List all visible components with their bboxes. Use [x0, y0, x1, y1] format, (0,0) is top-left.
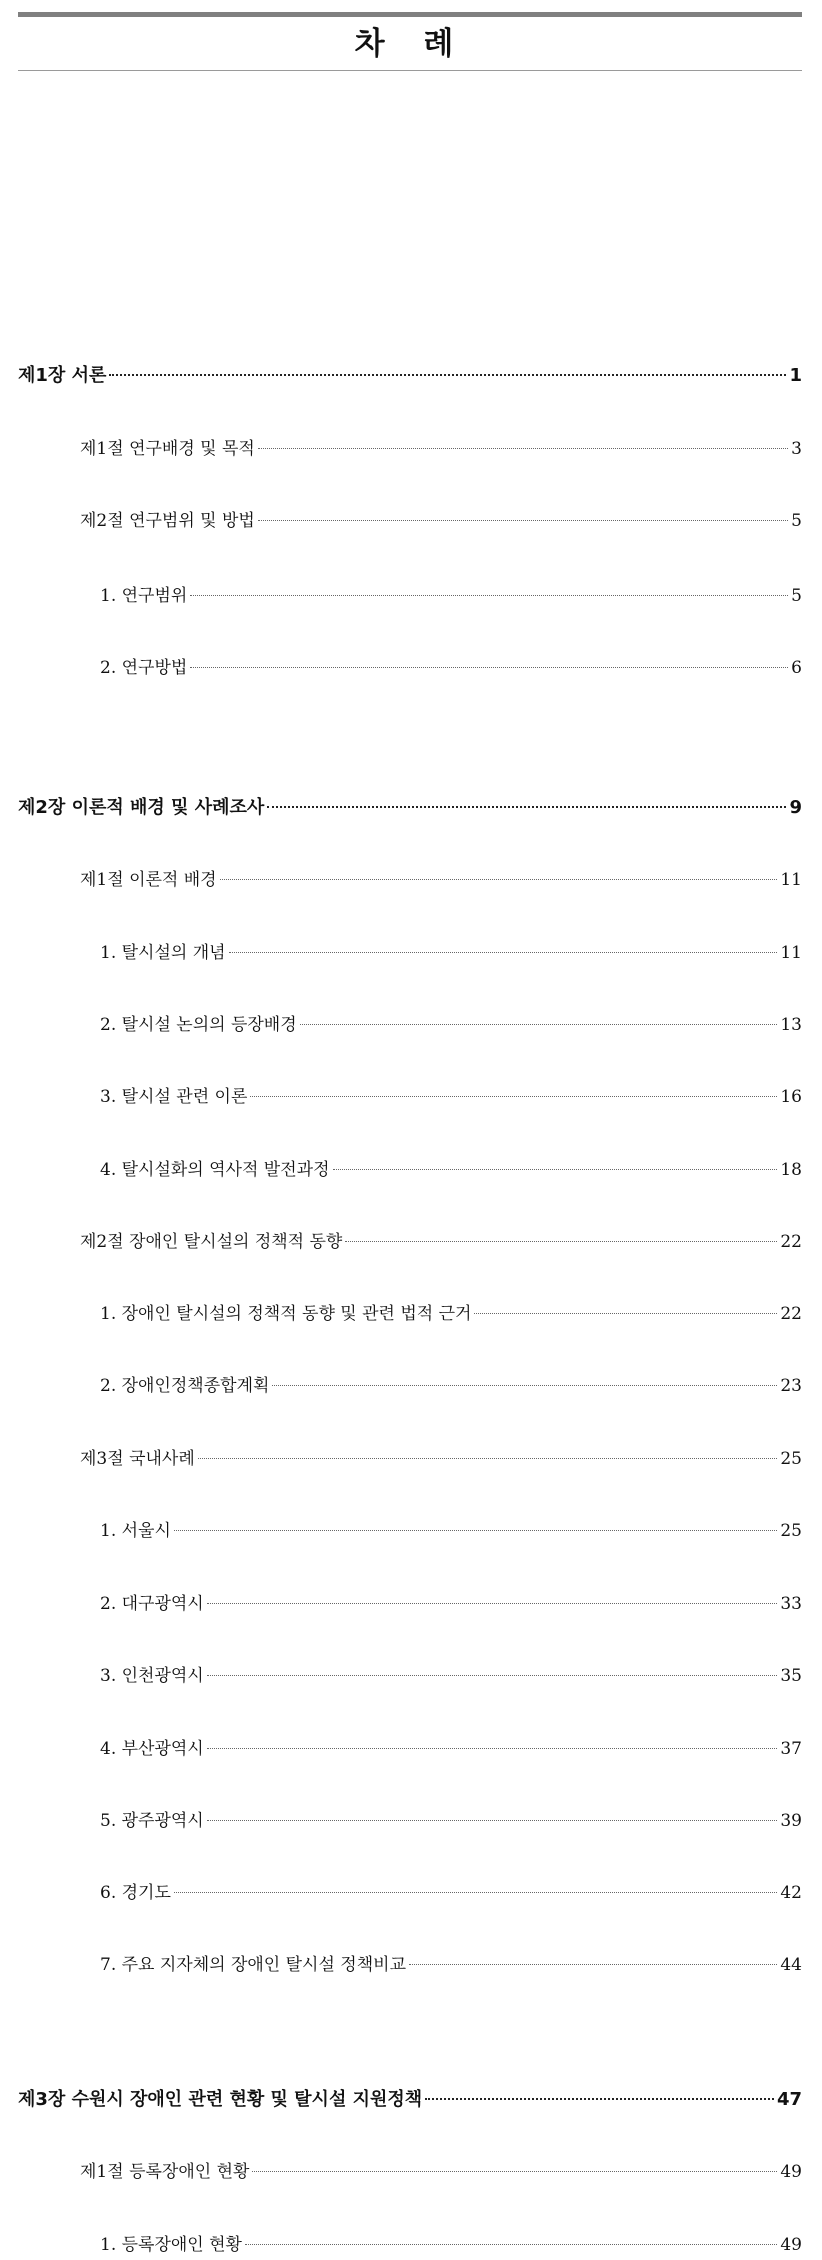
page-number: 42: [780, 1883, 802, 1903]
page-number: 25: [780, 1521, 802, 1541]
page-number: 44: [780, 1955, 802, 1975]
toc-item[interactable]: 3. 인천광역시 35: [100, 1661, 802, 1691]
toc-item[interactable]: 2. 탈시설 논의의 등장배경 13: [100, 1010, 802, 1040]
dot-leader: [229, 952, 778, 953]
dot-leader: [258, 520, 788, 521]
page-number: 25: [780, 1449, 802, 1469]
toc-item[interactable]: 1. 등록장애인 현황 49: [100, 2230, 802, 2260]
page-number: 16: [780, 1087, 802, 1107]
page-number: 9: [789, 797, 802, 818]
toc-item[interactable]: 2. 장애인정책종합계획 23: [100, 1371, 802, 1401]
page-number: 11: [780, 870, 802, 890]
toc-item[interactable]: 4. 탈시설화의 역사적 발전과정 18: [100, 1155, 802, 1185]
page-number: 35: [780, 1666, 802, 1686]
page-number: 5: [791, 511, 802, 531]
dot-leader: [207, 1748, 778, 1749]
toc-item[interactable]: 6. 경기도 42: [100, 1878, 802, 1908]
dot-leader: [198, 1458, 778, 1459]
toc-section[interactable]: 제2절 장애인 탈시설의 정책적 동향 22: [80, 1227, 802, 1257]
toc-item[interactable]: 2. 대구광역시 33: [100, 1589, 802, 1619]
dot-leader: [174, 1530, 777, 1531]
page-number: 33: [780, 1594, 802, 1614]
toc-item[interactable]: 1. 연구범위 5: [100, 581, 802, 611]
dot-leader: [174, 1892, 777, 1893]
toc-item[interactable]: 2. 연구방법 6: [100, 653, 802, 683]
dot-leader: [272, 1385, 777, 1386]
page-number: 39: [780, 1811, 802, 1831]
dot-leader: [207, 1675, 778, 1676]
dot-leader: [250, 1096, 777, 1097]
page-number: 23: [780, 1376, 802, 1396]
page-number: 37: [780, 1739, 802, 1759]
dot-leader: [220, 879, 778, 880]
page-number: 49: [780, 2235, 802, 2255]
toc-section[interactable]: 제1절 연구배경 및 목적 3: [80, 434, 802, 464]
toc-chapter[interactable]: 제1장 서론 1: [18, 361, 802, 391]
page-number: 47: [776, 2089, 802, 2110]
page-number: 49: [780, 2162, 802, 2182]
page-number: 6: [791, 658, 802, 678]
page-number: 3: [791, 439, 802, 459]
toc-section[interactable]: 제1절 등록장애인 현황 49: [80, 2157, 802, 2187]
toc-item[interactable]: 1. 서울시 25: [100, 1516, 802, 1546]
page-number: 5: [791, 586, 802, 606]
dot-leader: [245, 2244, 777, 2245]
dot-leader: [300, 1024, 778, 1025]
toc-item[interactable]: 1. 장애인 탈시설의 정책적 동향 및 관련 법적 근거 22: [100, 1299, 802, 1329]
dot-leader: [345, 1241, 777, 1242]
toc-item[interactable]: 7. 주요 지자체의 장애인 탈시설 정책비교 44: [100, 1950, 802, 1980]
dot-leader: [252, 2171, 777, 2172]
dot-leader: [207, 1820, 778, 1821]
page-number: 22: [780, 1232, 802, 1252]
toc-item[interactable]: 3. 탈시설 관련 이론 16: [100, 1082, 802, 1112]
dot-leader: [409, 1964, 777, 1965]
dot-leader: [109, 374, 786, 376]
toc-section[interactable]: 제2절 연구범위 및 방법 5: [80, 506, 802, 536]
toc-item[interactable]: 1. 탈시설의 개념 11: [100, 938, 802, 968]
dot-leader: [474, 1313, 777, 1314]
toc-section[interactable]: 제3절 국내사례 25: [80, 1444, 802, 1474]
toc-chapter[interactable]: 제3장 수원시 장애인 관련 현황 및 탈시설 지원정책 47: [18, 2085, 802, 2115]
dot-leader: [190, 595, 788, 596]
page-title: 차 례: [354, 26, 468, 62]
page-number: 1: [789, 365, 802, 386]
toc-item[interactable]: 5. 광주광역시 39: [100, 1806, 802, 1836]
page-number: 13: [780, 1015, 802, 1035]
dot-leader: [425, 2098, 774, 2100]
dot-leader: [267, 806, 786, 808]
dot-leader: [207, 1603, 778, 1604]
dot-leader: [190, 667, 788, 668]
page-number: 18: [780, 1160, 802, 1180]
toc-chapter[interactable]: 제2장 이론적 배경 및 사례조사 9: [18, 793, 802, 823]
toc-item[interactable]: 4. 부산광역시 37: [100, 1734, 802, 1764]
page-number: 11: [780, 943, 802, 963]
dot-leader: [333, 1169, 778, 1170]
page-number: 22: [780, 1304, 802, 1324]
dot-leader: [258, 448, 788, 449]
toc-section[interactable]: 제1절 이론적 배경 11: [80, 865, 802, 895]
